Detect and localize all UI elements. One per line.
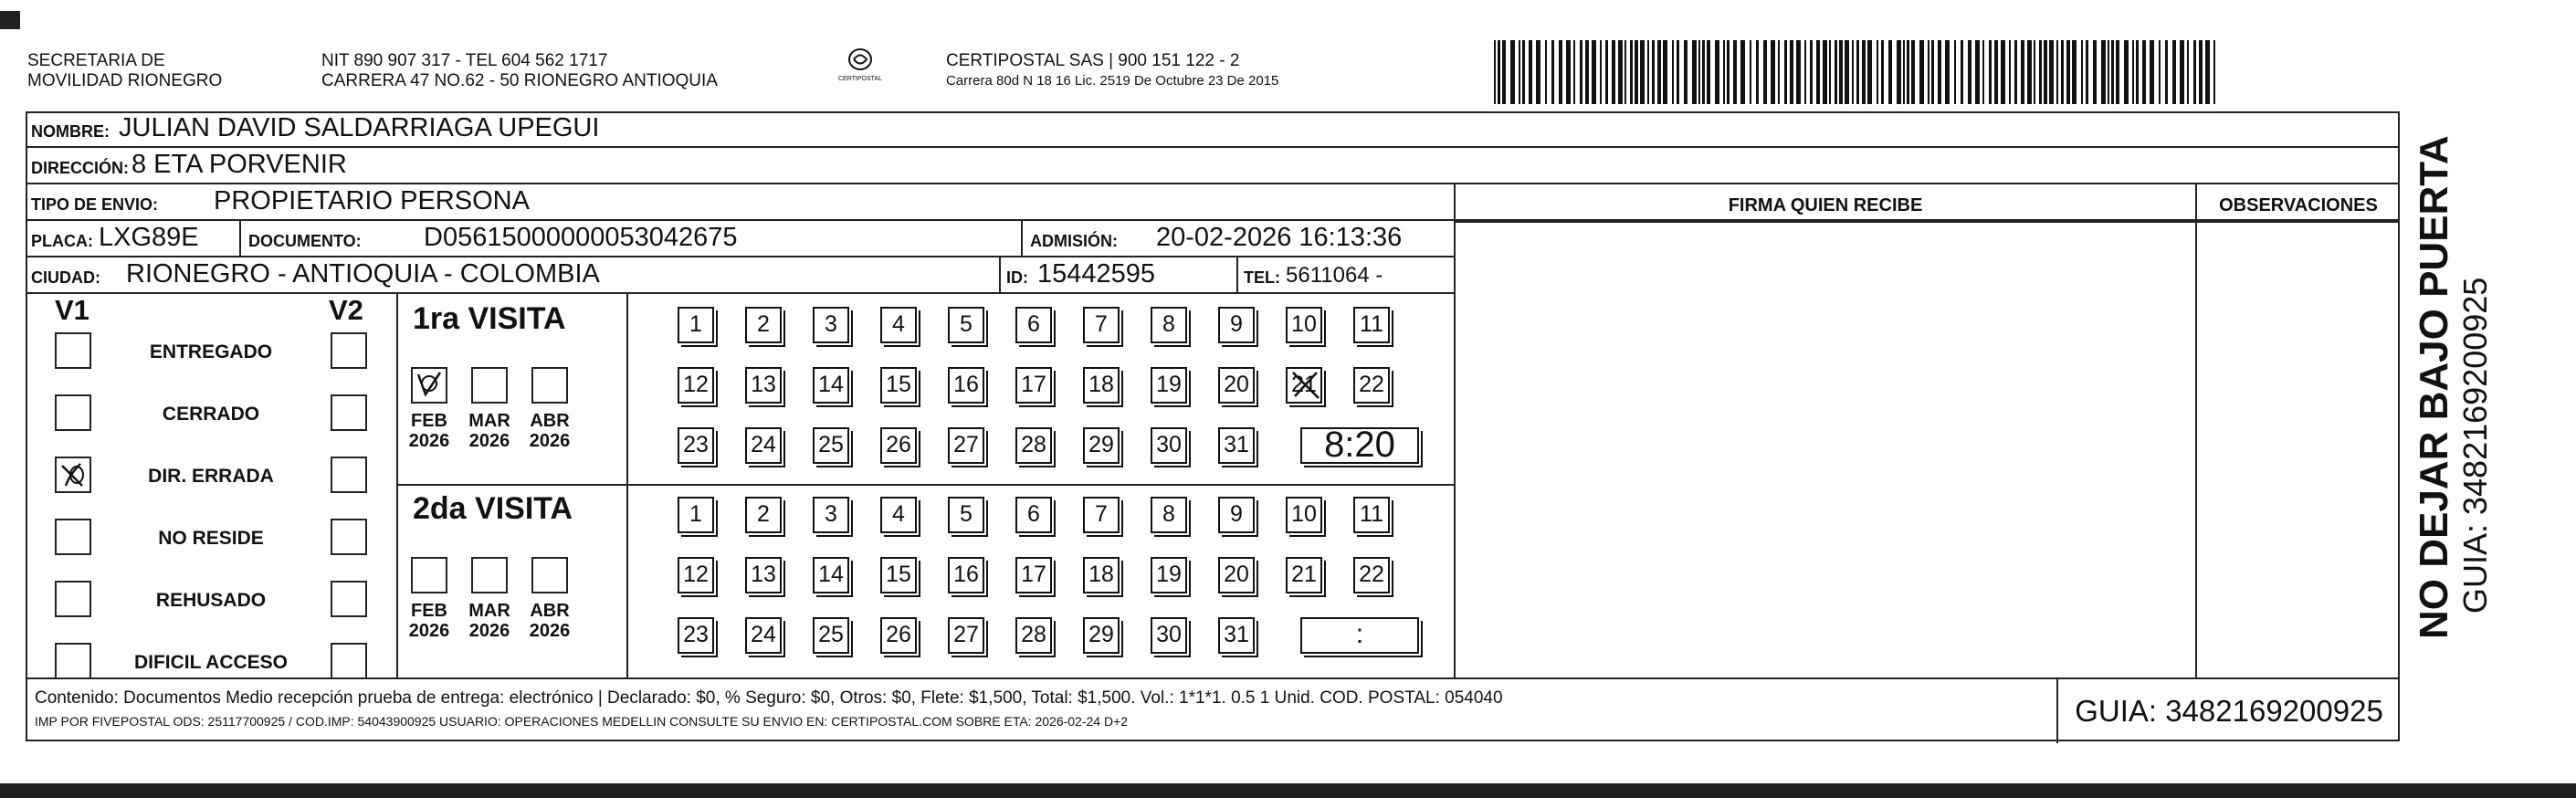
observations-area[interactable] bbox=[2199, 225, 2398, 676]
barcode-bar bbox=[2150, 40, 2154, 104]
second-visit-day-box[interactable]: 15 bbox=[880, 557, 917, 593]
barcode-bar bbox=[1522, 40, 1525, 104]
barcode-bar bbox=[2108, 40, 2109, 104]
barcode-bar bbox=[1585, 40, 1589, 104]
barcode-bar bbox=[1677, 40, 1679, 104]
recipient-address: 8 ETA PORVENIR bbox=[131, 150, 347, 179]
second-visit-title: 2da VISITA bbox=[413, 491, 573, 526]
second-visit-month-checkbox[interactable] bbox=[411, 557, 447, 593]
second-visit-day-box[interactable]: 29 bbox=[1083, 617, 1120, 654]
barcode-bar bbox=[2014, 40, 2017, 104]
barcode-bar bbox=[1502, 40, 1506, 104]
barcode-bar bbox=[1536, 40, 1540, 104]
second-visit-day-box[interactable]: 6 bbox=[1015, 497, 1052, 533]
barcode-bar bbox=[2049, 40, 2054, 104]
month-year: 2026 bbox=[468, 431, 510, 451]
cross-mark-icon bbox=[1289, 369, 1322, 402]
first-visit-day-box[interactable]: 5 bbox=[948, 307, 984, 343]
status-reason-label: NO RESIDE bbox=[158, 528, 264, 549]
v1-checkbox[interactable] bbox=[55, 519, 91, 555]
barcode-bar bbox=[2159, 40, 2161, 104]
first-visit-day-box[interactable]: 31 bbox=[1218, 427, 1255, 464]
side-guide-text: GUIA: 3482169200925 bbox=[2456, 277, 2494, 614]
v1-checkbox[interactable] bbox=[55, 394, 91, 431]
barcode-bar bbox=[2039, 40, 2042, 104]
barcode-bar bbox=[1672, 40, 1674, 104]
barcode-bar bbox=[2142, 40, 2146, 104]
barcode-bar bbox=[1498, 40, 1500, 104]
first-visit-day-box[interactable]: 22 bbox=[1353, 367, 1390, 404]
barcode-bar bbox=[1647, 40, 1649, 104]
first-visit-day-box[interactable]: 9 bbox=[1218, 307, 1255, 343]
barcode-bar bbox=[1702, 40, 1705, 104]
month-name: MAR bbox=[468, 601, 510, 621]
barcode-bar bbox=[2044, 40, 2047, 104]
second-visit-day-box[interactable]: 18 bbox=[1083, 557, 1120, 593]
second-visit-day-box[interactable]: 10 bbox=[1286, 497, 1322, 533]
first-visit-day-box[interactable]: 12 bbox=[678, 367, 714, 404]
logo-icon bbox=[846, 47, 874, 71]
first-visit-title: 1ra VISITA bbox=[413, 301, 566, 336]
barcode-bar bbox=[1845, 40, 1849, 104]
barcode-bar bbox=[1684, 40, 1688, 104]
admission-value: 20-02-2026 16:13:36 bbox=[1156, 223, 1403, 252]
barcode-bar bbox=[1605, 40, 1608, 104]
barcode-bar bbox=[1835, 40, 1837, 104]
barcode-bar bbox=[1510, 40, 1515, 104]
carrier-license: Carrera 80d N 18 16 Lic. 2519 De Octubre 23 De 2015 bbox=[946, 73, 1279, 89]
barcode-bar bbox=[2199, 40, 2203, 104]
footer-line1: Contenido: Documentos Medio recepción prueba de entrega: electrónico | Declarado: $0, % Seguro: $0, Otros: $0, Flete: $1,500, Total: $1,500. Vol.: 1*1*1. 0.5 1 Unid. COD. POSTAL: 054040 bbox=[35, 688, 1503, 708]
v1-checkbox[interactable] bbox=[55, 332, 91, 369]
barcode-bar bbox=[1763, 40, 1767, 104]
barcode-bar bbox=[2072, 40, 2077, 104]
status-reason-label: ENTREGADO bbox=[149, 341, 273, 362]
barcode-bar bbox=[1640, 40, 1645, 104]
barcode-bar bbox=[1982, 40, 1984, 104]
second-visit-day-box[interactable]: 25 bbox=[813, 617, 849, 654]
city-row bbox=[26, 257, 1456, 294]
second-visit-day-box[interactable]: 30 bbox=[1151, 617, 1187, 654]
barcode-bar bbox=[2205, 40, 2210, 104]
barcode-bar bbox=[1919, 40, 1924, 104]
bottom-edge bbox=[0, 783, 2576, 798]
logo-text: CERTIPOSTAL bbox=[838, 76, 882, 82]
v1-label: V1 bbox=[55, 294, 89, 326]
side-notice-text: NO DEJAR BAJO PUERTA bbox=[2412, 135, 2456, 639]
first-visit-day-box[interactable]: 14 bbox=[813, 367, 849, 404]
barcode-bar bbox=[1630, 40, 1633, 104]
second-visit-month-checkbox[interactable] bbox=[471, 557, 508, 593]
month-name: ABR bbox=[530, 411, 570, 431]
month-name: ABR bbox=[530, 601, 570, 621]
observations-divider bbox=[2195, 184, 2197, 677]
barcode-bar bbox=[2124, 40, 2129, 104]
barcode-bar bbox=[1804, 40, 1806, 104]
side-notice bbox=[2411, 55, 2520, 639]
second-visit-day-box[interactable]: 22 bbox=[1353, 557, 1390, 593]
month-label bbox=[462, 411, 517, 451]
second-visit-day-box[interactable]: 14 bbox=[813, 557, 849, 593]
second-visit-day-box[interactable]: 7 bbox=[1083, 497, 1120, 533]
admission-label: ADMISIÓN: bbox=[1030, 232, 1118, 250]
barcode-bar bbox=[1740, 40, 1745, 104]
footer-guide: GUIA: 3482169200925 bbox=[2075, 694, 2383, 728]
first-visit-day-box[interactable]: 19 bbox=[1151, 367, 1187, 404]
name-label: NOMBRE: bbox=[31, 122, 110, 141]
plate-divider bbox=[239, 221, 241, 257]
observations-header: OBSERVACIONES bbox=[2219, 195, 2378, 215]
month-year: 2026 bbox=[408, 621, 450, 641]
v2-checkbox[interactable] bbox=[331, 643, 367, 679]
barcode-bar bbox=[1771, 40, 1775, 104]
first-visit-day-box[interactable]: 10 bbox=[1286, 307, 1322, 343]
barcode-bar bbox=[2086, 40, 2088, 104]
barcode-bar bbox=[2066, 40, 2070, 104]
v1-checkbox[interactable] bbox=[55, 457, 91, 493]
v2-checkbox[interactable] bbox=[331, 519, 367, 555]
second-visit-day-box[interactable]: 5 bbox=[948, 497, 984, 533]
tel-value: 5611064 - bbox=[1286, 263, 1383, 288]
barcode-bar bbox=[2132, 40, 2134, 104]
barcode-bar bbox=[2009, 40, 2011, 104]
first-visit-day-box[interactable]: 4 bbox=[880, 307, 917, 343]
barcode-bar bbox=[1961, 40, 1963, 104]
barcode bbox=[1494, 40, 2221, 104]
barcode-bar bbox=[1566, 40, 1571, 104]
barcode-bar bbox=[2136, 40, 2139, 104]
second-visit-day-box[interactable]: 13 bbox=[745, 557, 782, 593]
type-label: TIPO DE ENVIO: bbox=[31, 195, 159, 214]
barcode-bar bbox=[1600, 40, 1602, 104]
barcode-bar bbox=[1750, 40, 1751, 104]
month-year: 2026 bbox=[529, 431, 571, 451]
barcode-bar bbox=[1975, 40, 1980, 104]
barcode-bar bbox=[2172, 40, 2176, 104]
nit-line: NIT 890 907 317 - TEL 604 562 1717 bbox=[321, 51, 608, 70]
barcode-bar bbox=[1494, 40, 1496, 104]
second-visit-day-box[interactable]: 1 bbox=[678, 497, 714, 533]
months-divider bbox=[626, 294, 628, 677]
second-visit-day-box[interactable]: 19 bbox=[1151, 557, 1187, 593]
first-visit-day-box[interactable]: 3 bbox=[813, 307, 849, 343]
address-row bbox=[26, 148, 2400, 184]
second-visit-day-box[interactable]: 27 bbox=[948, 617, 984, 654]
first-visit-day-box[interactable]: 20 bbox=[1218, 367, 1255, 404]
barcode-bar bbox=[1551, 40, 1554, 104]
second-visit-day-box[interactable]: 31 bbox=[1218, 617, 1255, 654]
month-label bbox=[402, 411, 457, 451]
city-value: RIONEGRO - ANTIOQUIA - COLOMBIA bbox=[126, 259, 600, 289]
barcode-bar bbox=[1888, 40, 1892, 104]
document-divider bbox=[1021, 221, 1023, 257]
first-visit-day-box[interactable]: 1 bbox=[678, 307, 714, 343]
id-value: 15442595 bbox=[1037, 259, 1156, 289]
barcode-bar bbox=[1573, 40, 1575, 104]
barcode-bar bbox=[1624, 40, 1626, 104]
second-visit-day-box[interactable]: 20 bbox=[1218, 557, 1255, 593]
month-name: MAR bbox=[468, 411, 510, 431]
barcode-bar bbox=[1519, 40, 1520, 104]
barcode-bar bbox=[1911, 40, 1915, 104]
first-visit-day-box[interactable]: 7 bbox=[1083, 307, 1120, 343]
status-reason-label: CERRADO bbox=[162, 404, 260, 425]
certipostal-logo bbox=[824, 47, 897, 93]
second-visit-day-box[interactable]: 4 bbox=[880, 497, 917, 533]
barcode-bar bbox=[1928, 40, 1929, 104]
second-visit-day-box[interactable]: 17 bbox=[1015, 557, 1052, 593]
shipment-type: PROPIETARIO PERSONA bbox=[214, 186, 530, 215]
barcode-bar bbox=[2093, 40, 2097, 104]
v2-checkbox[interactable] bbox=[331, 457, 367, 493]
first-visit-month-checkbox[interactable] bbox=[471, 367, 508, 404]
barcode-bar bbox=[1938, 40, 1941, 104]
name-row bbox=[26, 111, 2400, 148]
barcode-bar bbox=[1931, 40, 1934, 104]
barcode-bar bbox=[1618, 40, 1623, 104]
first-visit-month-checkbox[interactable] bbox=[411, 367, 447, 404]
signature-header: FIRMA QUIEN RECIBE bbox=[1728, 195, 1923, 215]
org-contact bbox=[321, 51, 718, 91]
first-visit-day-box[interactable]: 30 bbox=[1151, 427, 1187, 464]
barcode-bar bbox=[2027, 40, 2032, 104]
first-visit-day-box[interactable]: 8 bbox=[1151, 307, 1187, 343]
footer bbox=[26, 677, 2400, 741]
barcode-bar bbox=[1723, 40, 1725, 104]
second-visit-day-box[interactable]: 23 bbox=[678, 617, 714, 654]
second-visit-month-checkbox[interactable] bbox=[531, 557, 568, 593]
barcode-bar bbox=[1652, 40, 1655, 104]
barcode-bar bbox=[1580, 40, 1582, 104]
barcode-bar bbox=[2187, 40, 2189, 104]
barcode-bar bbox=[1559, 40, 1562, 104]
status-reason-label: REHUSADO bbox=[155, 590, 267, 611]
v2-checkbox[interactable] bbox=[331, 581, 367, 617]
second-visit-day-box[interactable]: 24 bbox=[745, 617, 782, 654]
barcode-bar bbox=[2165, 40, 2168, 104]
v2-checkbox[interactable] bbox=[331, 394, 367, 431]
plate-row bbox=[26, 221, 1456, 257]
barcode-bar bbox=[2101, 40, 2106, 104]
barcode-bar bbox=[1945, 40, 1950, 104]
barcode-bar bbox=[1839, 40, 1843, 104]
barcode-bar bbox=[1796, 40, 1801, 104]
first-visit-day-box[interactable]: 28 bbox=[1015, 427, 1052, 464]
document-label: DOCUMENTO: bbox=[248, 232, 362, 250]
barcode-bar bbox=[1529, 40, 1532, 104]
barcode-bar bbox=[2021, 40, 2024, 104]
first-visit-day-box[interactable]: 27 bbox=[948, 427, 984, 464]
barcode-bar bbox=[1663, 40, 1667, 104]
first-visit-day-box[interactable]: 11 bbox=[1353, 307, 1390, 343]
status-reason-label: DIFICIL ACCESO bbox=[133, 652, 288, 673]
id-label: ID: bbox=[1006, 268, 1028, 287]
first-visit-day-box[interactable]: 6 bbox=[1015, 307, 1052, 343]
barcode-bar bbox=[2056, 40, 2058, 104]
barcode-bar bbox=[1790, 40, 1793, 104]
barcode-bar bbox=[1657, 40, 1661, 104]
corner-mark bbox=[0, 11, 20, 29]
footer-line2: IMP POR FIVEPOSTAL ODS: 25117700925 / COD.IMP: 54043900925 USUARIO: OPERACIONES MEDELLIN CONSULTE SU ENVIO EN: CERTIPOSTAL.COM SOBRE ETA: 2026-02-24 D+2 bbox=[35, 714, 1129, 729]
second-visit-day-box[interactable]: 28 bbox=[1015, 617, 1052, 654]
carrier-info bbox=[946, 51, 1278, 89]
first-visit-day-box[interactable]: 29 bbox=[1083, 427, 1120, 464]
barcode-bar bbox=[1612, 40, 1615, 104]
barcode-bar bbox=[1756, 40, 1759, 104]
month-label bbox=[462, 601, 517, 641]
check-mark-icon bbox=[413, 369, 446, 402]
visits-divider bbox=[398, 484, 1456, 486]
barcode-bar bbox=[1994, 40, 1998, 104]
second-visit-day-box[interactable]: 8 bbox=[1151, 497, 1187, 533]
barcode-bar bbox=[2061, 40, 2064, 104]
barcode-bar bbox=[1692, 40, 1697, 104]
month-year: 2026 bbox=[529, 621, 571, 641]
second-visit-time-box[interactable]: : bbox=[1300, 617, 1419, 654]
month-year: 2026 bbox=[408, 431, 450, 451]
v2-label: V2 bbox=[329, 294, 363, 326]
second-visit-day-box[interactable]: 3 bbox=[813, 497, 849, 533]
first-visit-day-box[interactable]: 18 bbox=[1083, 367, 1120, 404]
barcode-bar bbox=[2001, 40, 2005, 104]
plate-value: LXG89E bbox=[99, 223, 199, 252]
barcode-bar bbox=[1698, 40, 1700, 104]
first-visit-day-box[interactable]: 2 bbox=[745, 307, 782, 343]
v1-checkbox[interactable] bbox=[55, 643, 91, 679]
recipient-name: JULIAN DAVID SALDARRIAGA UPEGUI bbox=[119, 113, 600, 142]
id-divider bbox=[1236, 257, 1238, 294]
barcode-bar bbox=[1852, 40, 1854, 104]
org-line2: MOVILIDAD RIONEGRO bbox=[27, 71, 223, 90]
barcode-bar bbox=[2034, 40, 2035, 104]
barcode-bar bbox=[1715, 40, 1719, 104]
barcode-bar bbox=[1784, 40, 1787, 104]
city-divider bbox=[999, 257, 1001, 294]
first-visit-day-box[interactable]: 24 bbox=[745, 427, 782, 464]
first-visit-day-box[interactable]: 15 bbox=[880, 367, 917, 404]
barcode-bar bbox=[2111, 40, 2114, 104]
first-visit-day-box[interactable]: 16 bbox=[948, 367, 984, 404]
barcode-bar bbox=[1829, 40, 1831, 104]
barcode-bar bbox=[2193, 40, 2196, 104]
month-label bbox=[522, 601, 577, 641]
second-visit-day-box[interactable]: 11 bbox=[1353, 497, 1390, 533]
second-visit-day-box[interactable]: 21 bbox=[1286, 557, 1322, 593]
barcode-bar bbox=[2213, 40, 2215, 104]
month-name: FEB bbox=[411, 601, 447, 621]
plate-label: PLACA: bbox=[31, 232, 93, 250]
barcode-bar bbox=[1907, 40, 1909, 104]
barcode-bar bbox=[1877, 40, 1878, 104]
v1-checkbox[interactable] bbox=[55, 581, 91, 617]
month-year: 2026 bbox=[468, 621, 510, 641]
second-visit-day-box[interactable]: 12 bbox=[678, 557, 714, 593]
barcode-bar bbox=[1816, 40, 1820, 104]
barcode-bar bbox=[1733, 40, 1737, 104]
address-label: DIRECCIÓN: bbox=[31, 159, 129, 177]
barcode-bar bbox=[1592, 40, 1596, 104]
first-visit-day-box[interactable]: 13 bbox=[745, 367, 782, 404]
document-value: D05615000000053042675 bbox=[424, 223, 738, 252]
first-visit-month-checkbox[interactable] bbox=[531, 367, 568, 404]
barcode-bar bbox=[1954, 40, 1956, 104]
barcode-bar bbox=[1856, 40, 1859, 104]
barcode-bar bbox=[1778, 40, 1780, 104]
barcode-bar bbox=[1989, 40, 1992, 104]
barcode-bar bbox=[1707, 40, 1710, 104]
first-visit-day-box[interactable]: 25 bbox=[813, 427, 849, 464]
address-line: CARRERA 47 NO.62 - 50 RIONEGRO ANTIOQUIA bbox=[321, 71, 718, 90]
status-reason-label: DIR. ERRADA bbox=[148, 466, 274, 487]
barcode-bar bbox=[1867, 40, 1872, 104]
barcode-bar bbox=[2180, 40, 2184, 104]
first-visit-day-box[interactable]: 23 bbox=[678, 427, 714, 464]
barcode-bar bbox=[1897, 40, 1901, 104]
barcode-bar bbox=[1903, 40, 1905, 104]
columns-header-line bbox=[1456, 221, 2400, 223]
barcode-bar bbox=[1545, 40, 1547, 104]
barcode-bar bbox=[1968, 40, 1971, 104]
city-label: CIUDAD: bbox=[31, 268, 100, 287]
barcode-bar bbox=[1810, 40, 1813, 104]
month-label bbox=[522, 411, 577, 451]
org-line1: SECRETARIA DE bbox=[27, 51, 165, 70]
barcode-bar bbox=[1862, 40, 1866, 104]
barcode-bar bbox=[2116, 40, 2119, 104]
second-visit-day-box[interactable]: 26 bbox=[880, 617, 917, 654]
v2-checkbox[interactable] bbox=[331, 332, 367, 369]
second-visit-day-box[interactable]: 2 bbox=[745, 497, 782, 533]
carrier-line: CERTIPOSTAL SAS | 900 151 122 - 2 bbox=[946, 51, 1240, 70]
first-visit-day-box[interactable]: 26 bbox=[880, 427, 917, 464]
check-mark-icon bbox=[57, 458, 89, 491]
first-visit-time-box[interactable]: 8:20 bbox=[1300, 427, 1419, 464]
signature-area[interactable] bbox=[1457, 225, 2193, 676]
barcode-bar bbox=[1881, 40, 1884, 104]
barcode-bar bbox=[1635, 40, 1638, 104]
tel-label: TEL: bbox=[1244, 268, 1280, 287]
first-visit-day-box[interactable]: 17 bbox=[1015, 367, 1052, 404]
second-visit-day-box[interactable]: 16 bbox=[948, 557, 984, 593]
second-visit-day-box[interactable]: 9 bbox=[1218, 497, 1255, 533]
first-visit-day-box[interactable]: 21 bbox=[1286, 367, 1322, 404]
month-label bbox=[402, 601, 457, 641]
barcode-bar bbox=[1727, 40, 1730, 104]
barcode-bar bbox=[1823, 40, 1827, 104]
barcode-bar bbox=[2081, 40, 2083, 104]
org-name bbox=[27, 51, 222, 91]
month-name: FEB bbox=[411, 411, 447, 431]
